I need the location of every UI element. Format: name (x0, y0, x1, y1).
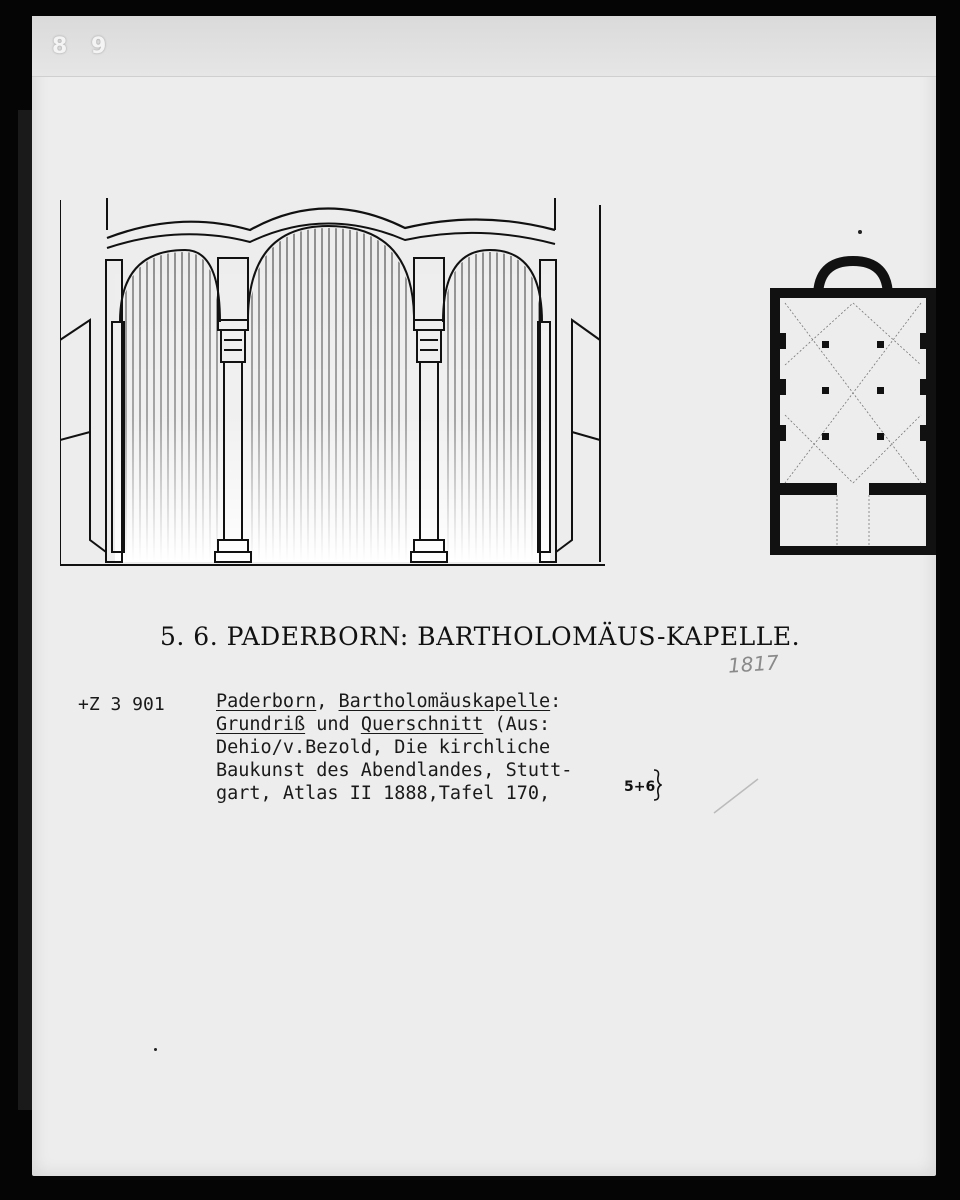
dust-speck (858, 230, 862, 234)
brace-mark (652, 768, 662, 802)
pencil-note: 1817 (727, 650, 780, 678)
entry-line-5: gart, Atlas II 1888,Tafel 170, (216, 783, 551, 804)
plate-number-suffix: 5+6 (624, 779, 656, 795)
entry-line-2: Grundriß und Querschnitt (Aus: (216, 714, 551, 735)
plate-caption: 5. 6. PADERBORN: BARTHOLOMÄUS-KAPELLE. (160, 622, 801, 651)
film-edge (18, 110, 32, 1110)
dust-speck (154, 1048, 157, 1051)
cross-section-drawing (60, 190, 605, 570)
frame-number: 8 9 (52, 34, 115, 59)
catalog-entry (216, 690, 572, 805)
entry-line-1: Paderborn, Bartholomäuskapelle: (216, 691, 562, 712)
entry-line-3: Dehio/v.Bezold, Die kirchliche (216, 737, 551, 758)
pencil-stroke (712, 775, 762, 815)
catalog-signature: +Z 3 901 (78, 694, 165, 715)
floor-plan-drawing (770, 255, 936, 555)
film-strip (32, 16, 936, 77)
entry-line-4: Baukunst des Abendlandes, Stutt- (216, 760, 573, 781)
